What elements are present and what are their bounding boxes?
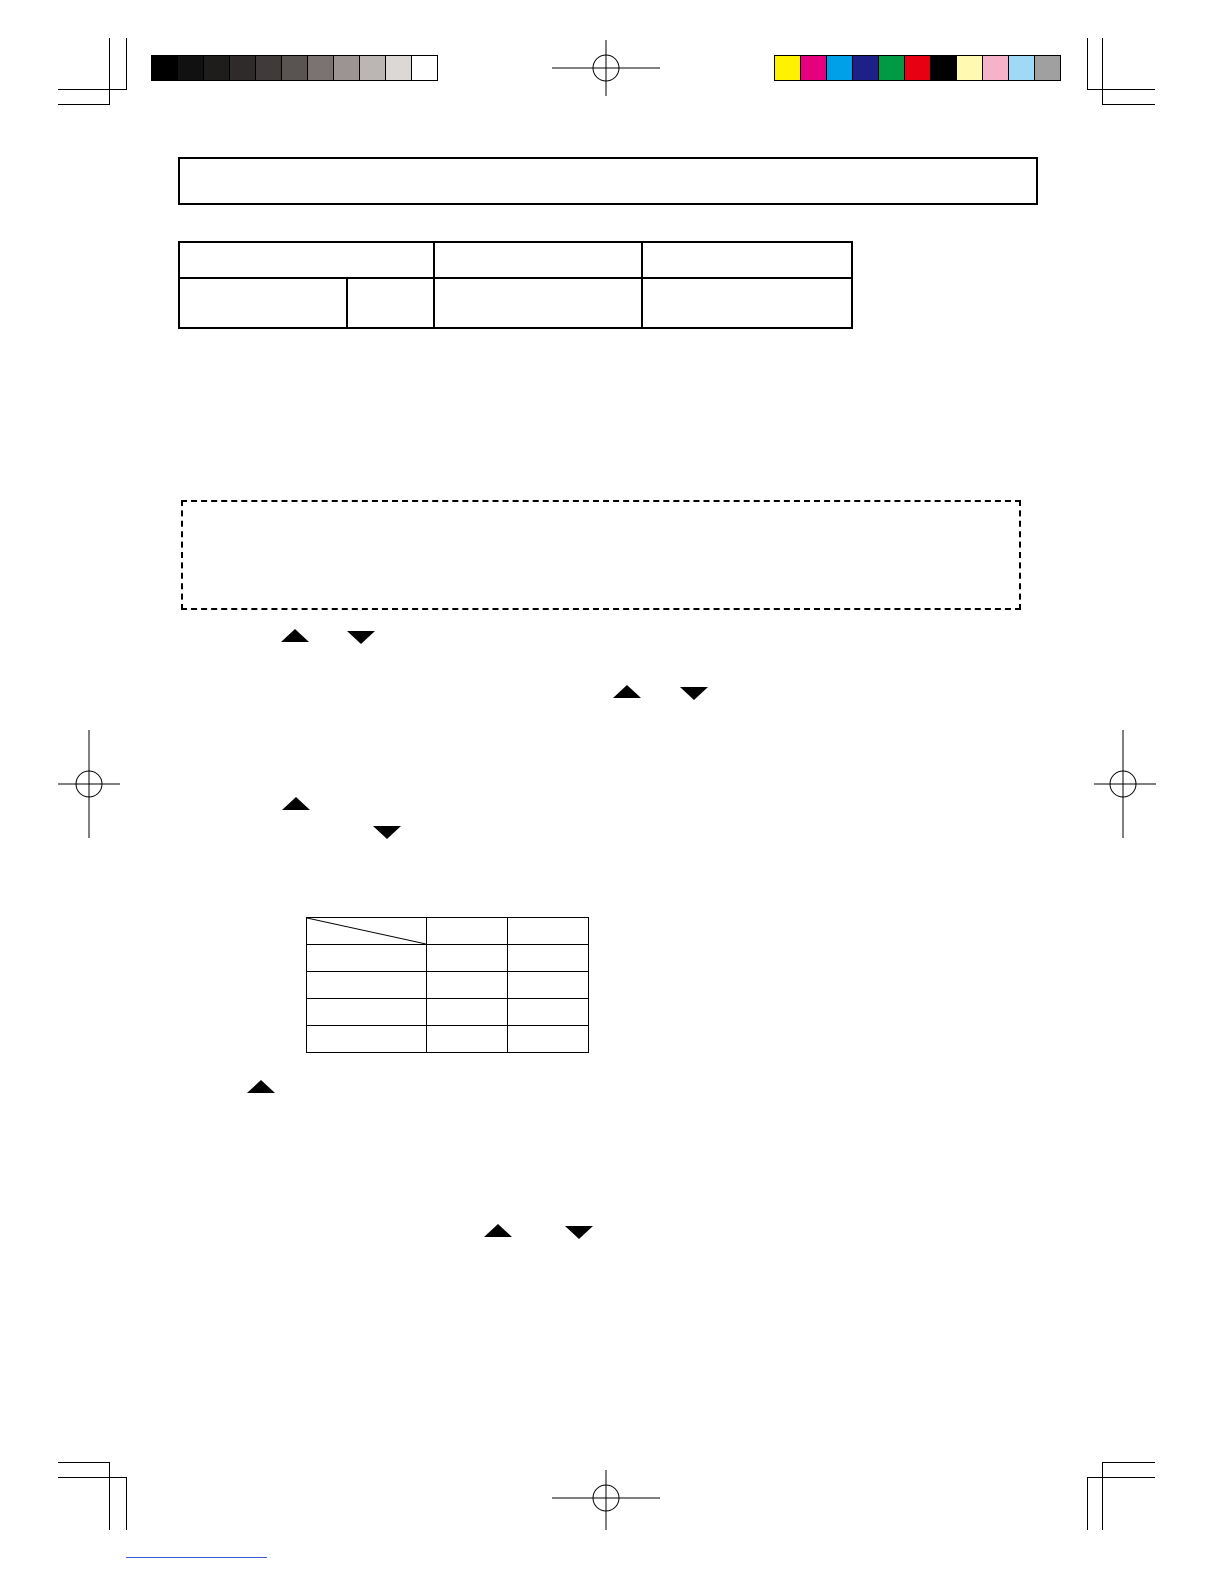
spec-table-cell [179,278,347,328]
gray-swatch [230,56,256,80]
color-calibration-bar [774,55,1061,81]
settings-table-cell [508,945,589,972]
color-swatch [983,56,1009,80]
triangle-up-icon [247,1080,275,1093]
crop-mark [58,1462,110,1463]
gray-swatch [256,56,282,80]
color-swatch [879,56,905,80]
settings-table [306,917,589,1053]
crop-mark [1102,1462,1155,1463]
spec-table [178,241,853,329]
crop-mark [109,1462,110,1530]
color-swatch [801,56,827,80]
triangle-down-icon [680,687,708,700]
crop-mark [126,38,127,90]
color-swatch [931,56,957,80]
crop-mark [109,38,110,104]
crop-mark [58,104,110,105]
settings-table-cell [427,945,508,972]
triangle-up-icon [281,629,309,642]
gray-swatch [334,56,360,80]
spec-table-cell [642,242,852,278]
gray-swatch [152,56,178,80]
section-title-box [178,157,1038,205]
registration-mark-bottom [552,1470,660,1530]
color-swatch [957,56,983,80]
diagonal-header-cell [307,918,427,945]
color-swatch [853,56,879,80]
triangle-down-icon [373,826,401,839]
color-swatch [827,56,853,80]
crop-mark [1102,104,1155,105]
settings-table-cell [427,999,508,1026]
color-swatch [905,56,931,80]
registration-mark-right [1094,730,1156,838]
gray-swatch [386,56,412,80]
triangle-up-icon [613,685,641,698]
spec-table-cell [434,278,642,328]
settings-table-cell [508,918,589,945]
crop-mark [1087,38,1088,90]
color-swatch [1009,56,1035,80]
crop-mark [1087,89,1155,90]
settings-table-cell [508,972,589,999]
crop-mark [1102,38,1103,104]
settings-table-cell [307,999,427,1026]
note-box [181,500,1021,610]
color-swatch [775,56,801,80]
hyperlink-underline[interactable] [126,1557,267,1558]
registration-mark-left [58,730,120,838]
crop-mark [58,89,126,90]
gray-swatch [412,56,437,80]
crop-mark [58,1477,126,1478]
gray-swatch [308,56,334,80]
crop-mark [1087,1477,1155,1478]
crop-mark [1102,1462,1103,1530]
gray-swatch [178,56,204,80]
gray-swatch [360,56,386,80]
triangle-down-icon [347,631,375,644]
settings-table-cell [307,972,427,999]
spec-table-cell [347,278,434,328]
settings-table-cell [427,972,508,999]
settings-table-cell [307,1026,427,1053]
settings-table-cell [427,1026,508,1053]
spec-table-cell [179,242,434,278]
triangle-up-icon [484,1224,512,1237]
settings-table-cell [508,999,589,1026]
crop-mark [1087,1477,1088,1530]
settings-table-cell [508,1026,589,1053]
color-swatch [1035,56,1060,80]
triangle-up-icon [282,797,310,810]
settings-table-cell [427,918,508,945]
registration-mark-top [552,40,660,96]
crop-mark [126,1477,127,1530]
spec-table-cell [434,242,642,278]
gray-swatch [282,56,308,80]
settings-table-cell [307,945,427,972]
triangle-down-icon [565,1226,593,1239]
grayscale-calibration-bar [151,55,438,81]
spec-table-cell [642,278,852,328]
gray-swatch [204,56,230,80]
